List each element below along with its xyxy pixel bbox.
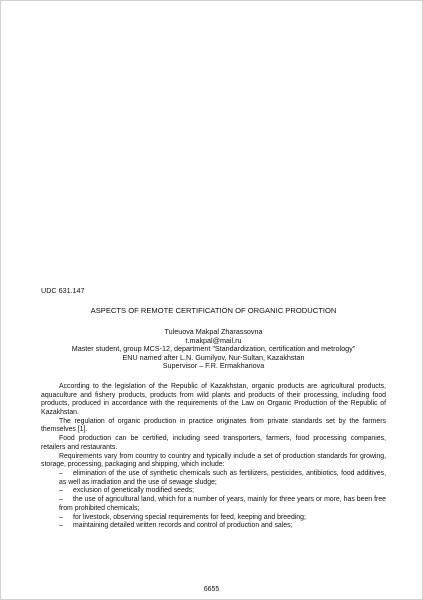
list-item-text: the use of agricultural land, which for a number of years, mainly for three years or more, has been free from prohibited chemicals; (59, 496, 386, 512)
author-affiliation: ENU named after L.N. Gumilyov, Nur-Sultan, Kazakhstan (122, 352, 305, 362)
paragraph-2: The regulation of organic production in practice originates from private standards set by the farmers themselves [1]. (41, 417, 386, 434)
author-block (41, 328, 386, 371)
list-item (41, 496, 386, 513)
list-item-text: elimination of the use of synthetic chemicals such as fertilizers, pesticides, antibiotics, food additives, as well as irradiation and the use of sewage sludge; (59, 470, 386, 486)
list-item-text: for livestock, observing special requirements for feed, keeping and breeding; (73, 513, 306, 521)
list-dash: – (59, 522, 63, 530)
author-supervisor: Supervisor – F.R. Ermakhanova (162, 361, 265, 371)
author-position: Master student, group MCS-12, department "Standardization, certification and metrology" (71, 344, 356, 354)
list-dash: – (59, 496, 63, 504)
paragraph-4: Requirements vary from country to country and typically include a set of production standards for growing, storage, processing, packaging and shipping, which include: (41, 452, 386, 469)
author-email[interactable]: t.makpal@mail.ru (185, 335, 242, 345)
page-number: 6655 (203, 586, 220, 593)
list-item-text: exclusion of genetically modified seeds; (73, 487, 195, 495)
list-item (41, 522, 386, 531)
list-item (41, 487, 386, 496)
list-item (41, 514, 386, 523)
document-body (41, 286, 386, 531)
list-item (41, 470, 386, 487)
list-dash: – (59, 487, 63, 495)
list-item-text: maintaining detailed written records and control of production and sales; (73, 522, 293, 530)
udc-code: UDC 631.147 (41, 286, 85, 295)
paragraph-1: According to the legislation of the Republic of Kazakhstan, organic products are agricultural products, aquaculture and fishery products, products from wild plants and products of their processing, including food products, produced in accordance with the requirements of the Law on Organic Production of the Republic of Kazakhstan. (41, 382, 386, 417)
list-dash: – (59, 470, 63, 477)
author-name: Tuleuova Makpal Zharassovna (164, 327, 263, 336)
article-title: ASPECTS OF REMOTE CERTIFICATION OF ORGANIC PRODUCTION (90, 306, 337, 315)
paragraph-3: Food production can be certified, including seed transporters, farmers, food processing companies, retailers and restaurants. (41, 435, 386, 451)
list-dash: – (59, 513, 63, 521)
